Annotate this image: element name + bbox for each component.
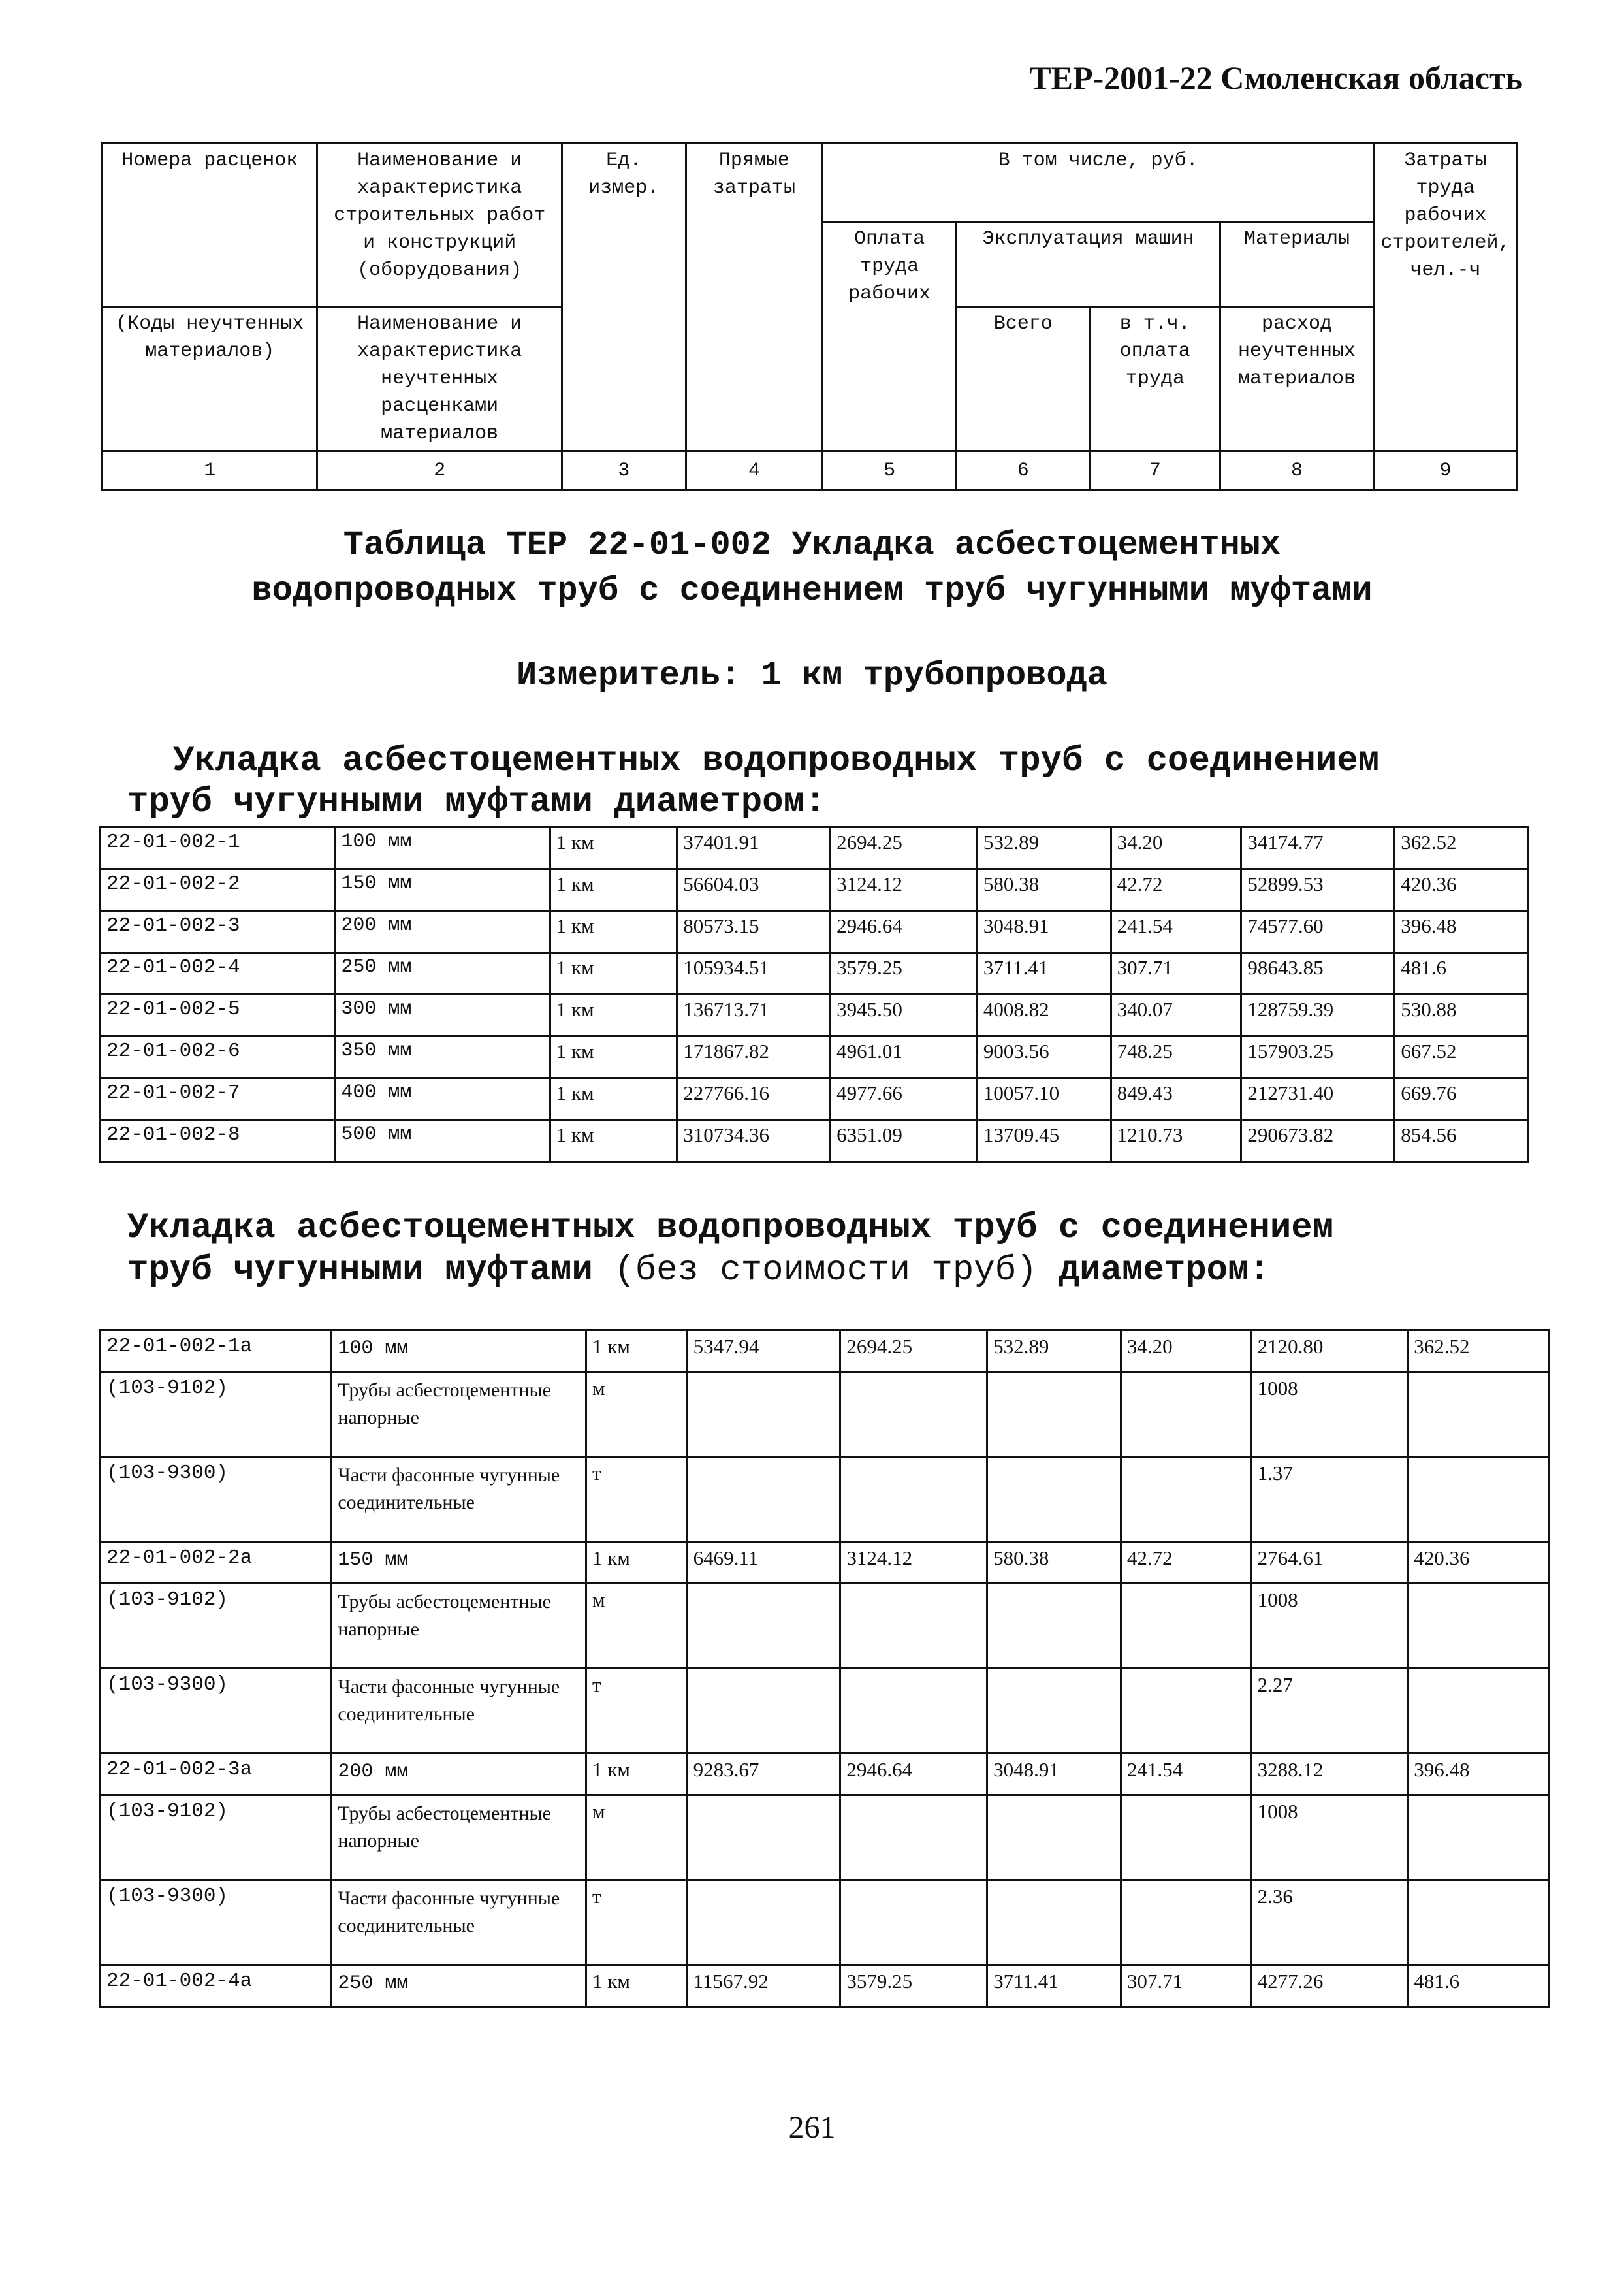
section2-heading: Укладка асбестоцементных водопроводных труб с соединением bbox=[127, 1208, 1334, 1248]
cell-unit: 1 км bbox=[550, 953, 677, 995]
table-row bbox=[101, 1965, 1550, 2007]
cell-hours: 854.56 bbox=[1395, 1120, 1529, 1162]
cell-hours: 667.52 bbox=[1395, 1036, 1529, 1078]
cell-machines bbox=[987, 1457, 1121, 1542]
cell-code: (103-9300) bbox=[101, 1880, 332, 1965]
cell-mach-labor: 849.43 bbox=[1111, 1078, 1241, 1120]
cell-mach-labor: 42.72 bbox=[1111, 869, 1241, 911]
cell-materials: 1.37 bbox=[1251, 1457, 1408, 1542]
table-row bbox=[101, 911, 1529, 953]
cell-code: 22-01-002-5 bbox=[101, 995, 335, 1036]
header-col6: Всего bbox=[956, 307, 1090, 451]
header-col7: в т.ч. оплата труда bbox=[1090, 307, 1220, 451]
cell-code: (103-9102) bbox=[101, 1372, 332, 1457]
cell-mach-labor: 34.20 bbox=[1121, 1330, 1251, 1372]
cell-materials: 2.36 bbox=[1251, 1880, 1408, 1965]
table-row bbox=[101, 1120, 1529, 1162]
col-number: 1 bbox=[103, 451, 317, 490]
header-col1-top: Номера расценок bbox=[103, 144, 317, 307]
cell-labor: 3945.50 bbox=[831, 995, 978, 1036]
cell-direct: 105934.51 bbox=[677, 953, 831, 995]
cell-labor bbox=[840, 1880, 987, 1965]
cell-direct: 227766.16 bbox=[677, 1078, 831, 1120]
cell-name: 100 мм bbox=[332, 1330, 586, 1372]
cell-name: Части фасонные чугунные соединительные bbox=[332, 1457, 586, 1542]
cell-machines: 4008.82 bbox=[977, 995, 1111, 1036]
cell-labor: 2694.25 bbox=[831, 827, 978, 869]
section2-heading-part1: труб чугунными муфтами bbox=[127, 1251, 593, 1291]
cell-hours: 396.48 bbox=[1408, 1754, 1550, 1795]
cell-labor: 3579.25 bbox=[840, 1965, 987, 2007]
cell-hours: 420.36 bbox=[1395, 869, 1529, 911]
cell-direct bbox=[687, 1795, 840, 1880]
cell-direct bbox=[687, 1584, 840, 1669]
cell-labor bbox=[840, 1457, 987, 1542]
section1-heading-cont: труб чугунными муфтами диаметром: bbox=[127, 782, 826, 822]
cell-direct: 9283.67 bbox=[687, 1754, 840, 1795]
cell-code: 22-01-002-1а bbox=[101, 1330, 332, 1372]
header-group-machines: Эксплуатация машин bbox=[956, 222, 1220, 307]
cell-code: 22-01-002-6 bbox=[101, 1036, 335, 1078]
cell-code: 22-01-002-4 bbox=[101, 953, 335, 995]
cell-mach-labor bbox=[1121, 1795, 1251, 1880]
table-row bbox=[101, 1036, 1529, 1078]
col-number: 4 bbox=[686, 451, 823, 490]
cell-name: 150 мм bbox=[332, 1542, 586, 1584]
cell-labor: 6351.09 bbox=[831, 1120, 978, 1162]
cell-materials: 1008 bbox=[1251, 1795, 1408, 1880]
cell-materials: 2764.61 bbox=[1251, 1542, 1408, 1584]
cell-unit: м bbox=[586, 1795, 687, 1880]
table-title-line1: Таблица ТЕР 22-01-002 Укладка асбестоцементных bbox=[343, 526, 1281, 564]
cell-code: (103-9102) bbox=[101, 1795, 332, 1880]
col-number: 7 bbox=[1090, 451, 1220, 490]
cell-hours bbox=[1408, 1880, 1550, 1965]
cell-hours bbox=[1408, 1457, 1550, 1542]
header-col9: Затраты труда рабочих строителей, чел.-ч bbox=[1373, 144, 1517, 451]
cell-unit: 1 км bbox=[550, 869, 677, 911]
table-row bbox=[101, 1542, 1550, 1584]
cell-hours: 481.6 bbox=[1395, 953, 1529, 995]
cell-machines: 532.89 bbox=[977, 827, 1111, 869]
table-row bbox=[101, 869, 1529, 911]
cell-name: 250 мм bbox=[332, 1965, 586, 2007]
cell-materials: 34174.77 bbox=[1241, 827, 1395, 869]
table-row bbox=[101, 1078, 1529, 1120]
cell-hours bbox=[1408, 1584, 1550, 1669]
cell-code: 22-01-002-7 bbox=[101, 1078, 335, 1120]
table-row bbox=[101, 1457, 1550, 1542]
table-row bbox=[101, 995, 1529, 1036]
cell-unit: м bbox=[586, 1584, 687, 1669]
cell-hours: 362.52 bbox=[1395, 827, 1529, 869]
cell-hours: 396.48 bbox=[1395, 911, 1529, 953]
cell-code: 22-01-002-2 bbox=[101, 869, 335, 911]
header-col8-top: Материалы bbox=[1220, 222, 1374, 307]
cell-machines bbox=[987, 1584, 1121, 1669]
cell-mach-labor: 340.07 bbox=[1111, 995, 1241, 1036]
header-col4: Прямые затраты bbox=[686, 144, 823, 451]
cell-unit: 1 км bbox=[586, 1754, 687, 1795]
cell-labor: 2946.64 bbox=[831, 911, 978, 953]
cell-unit: 1 км bbox=[550, 911, 677, 953]
cell-direct bbox=[687, 1372, 840, 1457]
cell-direct: 171867.82 bbox=[677, 1036, 831, 1078]
page-number: 261 bbox=[788, 2110, 836, 2145]
cell-mach-labor: 307.71 bbox=[1121, 1965, 1251, 2007]
cell-materials: 98643.85 bbox=[1241, 953, 1395, 995]
header-col5: Оплата труда рабочих bbox=[823, 222, 957, 451]
table-title-line2: водопроводных труб с соединением труб чугунными муфтами bbox=[251, 571, 1373, 610]
cell-unit: 1 км bbox=[586, 1965, 687, 2007]
header-col8-bottom: расход неучтенных материалов bbox=[1220, 307, 1374, 451]
cell-materials: 1008 bbox=[1251, 1584, 1408, 1669]
cell-materials: 4277.26 bbox=[1251, 1965, 1408, 2007]
cell-materials: 212731.40 bbox=[1241, 1078, 1395, 1120]
running-header: ТЕР-2001-22 Смоленская область bbox=[1029, 59, 1523, 96]
cell-mach-labor: 241.54 bbox=[1111, 911, 1241, 953]
cell-direct: 310734.36 bbox=[677, 1120, 831, 1162]
section1-table bbox=[99, 826, 1529, 1163]
col-number: 2 bbox=[317, 451, 562, 490]
cell-machines bbox=[987, 1669, 1121, 1754]
cell-unit: 1 км bbox=[550, 1078, 677, 1120]
header-col2-bottom: Наименование и характеристика неучтенных расценками материалов bbox=[317, 307, 562, 451]
cell-direct: 37401.91 bbox=[677, 827, 831, 869]
cell-mach-labor bbox=[1121, 1372, 1251, 1457]
cell-machines bbox=[987, 1795, 1121, 1880]
table-row bbox=[101, 1880, 1550, 1965]
cell-mach-labor: 307.71 bbox=[1111, 953, 1241, 995]
cell-unit: т bbox=[586, 1880, 687, 1965]
table-row bbox=[101, 953, 1529, 995]
cell-code: (103-9300) bbox=[101, 1669, 332, 1754]
cell-labor: 2694.25 bbox=[840, 1330, 987, 1372]
cell-code: 22-01-002-8 bbox=[101, 1120, 335, 1162]
cell-hours: 669.76 bbox=[1395, 1078, 1529, 1120]
cell-direct bbox=[687, 1880, 840, 1965]
cell-code: 22-01-002-4а bbox=[101, 1965, 332, 2007]
cell-code: (103-9102) bbox=[101, 1584, 332, 1669]
cell-labor bbox=[840, 1372, 987, 1457]
cell-direct: 136713.71 bbox=[677, 995, 831, 1036]
col-number: 6 bbox=[956, 451, 1090, 490]
table-row bbox=[101, 1795, 1550, 1880]
cell-direct bbox=[687, 1457, 840, 1542]
cell-labor: 2946.64 bbox=[840, 1754, 987, 1795]
cell-machines: 13709.45 bbox=[977, 1120, 1111, 1162]
cell-machines bbox=[987, 1372, 1121, 1457]
cell-unit: 1 км bbox=[550, 1120, 677, 1162]
table-row bbox=[101, 1669, 1550, 1754]
cell-machines bbox=[987, 1880, 1121, 1965]
cell-name: 200 мм bbox=[335, 911, 550, 953]
cell-mach-labor bbox=[1121, 1457, 1251, 1542]
cell-name: 200 мм bbox=[332, 1754, 586, 1795]
cell-direct: 6469.11 bbox=[687, 1542, 840, 1584]
cell-materials: 74577.60 bbox=[1241, 911, 1395, 953]
cell-hours bbox=[1408, 1372, 1550, 1457]
cell-unit: м bbox=[586, 1372, 687, 1457]
cell-code: 22-01-002-3 bbox=[101, 911, 335, 953]
cell-mach-labor: 34.20 bbox=[1111, 827, 1241, 869]
cell-name: Части фасонные чугунные соединительные bbox=[332, 1880, 586, 1965]
cell-labor: 3124.12 bbox=[831, 869, 978, 911]
cell-hours: 481.6 bbox=[1408, 1965, 1550, 2007]
cell-hours: 362.52 bbox=[1408, 1330, 1550, 1372]
cell-name: Части фасонные чугунные соединительные bbox=[332, 1669, 586, 1754]
cell-labor bbox=[840, 1584, 987, 1669]
cell-name: Трубы асбестоцементные напорные bbox=[332, 1795, 586, 1880]
cell-mach-labor bbox=[1121, 1669, 1251, 1754]
cell-direct bbox=[687, 1669, 840, 1754]
cell-unit: 1 км bbox=[550, 995, 677, 1036]
header-col2-top: Наименование и характеристика строительных работ и конструкций (оборудования) bbox=[317, 144, 562, 307]
cell-unit: 1 км bbox=[550, 827, 677, 869]
cell-direct: 5347.94 bbox=[687, 1330, 840, 1372]
cell-hours bbox=[1408, 1669, 1550, 1754]
cell-unit: 1 км bbox=[586, 1330, 687, 1372]
cell-name: 500 мм bbox=[335, 1120, 550, 1162]
cell-direct: 11567.92 bbox=[687, 1965, 840, 2007]
cell-direct: 56604.03 bbox=[677, 869, 831, 911]
cell-mach-labor bbox=[1121, 1880, 1251, 1965]
cell-labor: 3579.25 bbox=[831, 953, 978, 995]
section2-heading-cont bbox=[127, 1251, 1270, 1291]
cell-name: 250 мм bbox=[335, 953, 550, 995]
cell-materials: 52899.53 bbox=[1241, 869, 1395, 911]
cell-code: 22-01-002-2а bbox=[101, 1542, 332, 1584]
cell-unit: т bbox=[586, 1457, 687, 1542]
cell-name: 400 мм bbox=[335, 1078, 550, 1120]
cell-materials: 128759.39 bbox=[1241, 995, 1395, 1036]
cell-machines: 3711.41 bbox=[977, 953, 1111, 995]
cell-machines: 532.89 bbox=[987, 1330, 1121, 1372]
cell-materials: 1008 bbox=[1251, 1372, 1408, 1457]
cell-code: (103-9300) bbox=[101, 1457, 332, 1542]
cell-name: Трубы асбестоцементные напорные bbox=[332, 1584, 586, 1669]
cell-mach-labor: 748.25 bbox=[1111, 1036, 1241, 1078]
cell-code: 22-01-002-3а bbox=[101, 1754, 332, 1795]
cell-materials: 3288.12 bbox=[1251, 1754, 1408, 1795]
header-col1-bottom: (Коды неучтенных материалов) bbox=[103, 307, 317, 451]
cell-labor: 4961.01 bbox=[831, 1036, 978, 1078]
cell-mach-labor: 241.54 bbox=[1121, 1754, 1251, 1795]
col-number: 9 bbox=[1373, 451, 1517, 490]
cell-labor: 3124.12 bbox=[840, 1542, 987, 1584]
cell-mach-labor: 42.72 bbox=[1121, 1542, 1251, 1584]
cell-machines: 9003.56 bbox=[977, 1036, 1111, 1078]
col-number: 5 bbox=[823, 451, 957, 490]
cell-unit: т bbox=[586, 1669, 687, 1754]
cell-unit: 1 км bbox=[586, 1542, 687, 1584]
cell-unit: 1 км bbox=[550, 1036, 677, 1078]
cell-materials: 2.27 bbox=[1251, 1669, 1408, 1754]
table-row bbox=[101, 1584, 1550, 1669]
cell-machines: 3048.91 bbox=[987, 1754, 1121, 1795]
section2-table bbox=[99, 1329, 1550, 2008]
cell-materials: 290673.82 bbox=[1241, 1120, 1395, 1162]
cell-name: 350 мм bbox=[335, 1036, 550, 1078]
column-header-table bbox=[101, 142, 1518, 491]
cell-machines: 10057.10 bbox=[977, 1078, 1111, 1120]
cell-name: 150 мм bbox=[335, 869, 550, 911]
cell-name: 100 мм bbox=[335, 827, 550, 869]
cell-direct: 80573.15 bbox=[677, 911, 831, 953]
cell-mach-labor bbox=[1121, 1584, 1251, 1669]
cell-machines: 580.38 bbox=[987, 1542, 1121, 1584]
cell-name: 300 мм bbox=[335, 995, 550, 1036]
cell-hours: 530.88 bbox=[1395, 995, 1529, 1036]
cell-name: Трубы асбестоцементные напорные bbox=[332, 1372, 586, 1457]
measure-unit: Измеритель: 1 км трубопровода bbox=[517, 656, 1107, 695]
cell-hours bbox=[1408, 1795, 1550, 1880]
cell-labor bbox=[840, 1795, 987, 1880]
col-number: 3 bbox=[562, 451, 686, 490]
table-row bbox=[101, 827, 1529, 869]
cell-machines: 3711.41 bbox=[987, 1965, 1121, 2007]
section2-heading-part2: (без стоимости труб) bbox=[614, 1251, 1038, 1291]
cell-machines: 580.38 bbox=[977, 869, 1111, 911]
table-row bbox=[101, 1372, 1550, 1457]
table-row bbox=[101, 1754, 1550, 1795]
cell-machines: 3048.91 bbox=[977, 911, 1111, 953]
cell-hours: 420.36 bbox=[1408, 1542, 1550, 1584]
header-col3: Ед. измер. bbox=[562, 144, 686, 451]
col-number: 8 bbox=[1220, 451, 1374, 490]
section2-heading-part3: диаметром: bbox=[1058, 1251, 1270, 1291]
cell-materials: 157903.25 bbox=[1241, 1036, 1395, 1078]
cell-materials: 2120.80 bbox=[1251, 1330, 1408, 1372]
cell-labor bbox=[840, 1669, 987, 1754]
table-row bbox=[101, 1330, 1550, 1372]
cell-mach-labor: 1210.73 bbox=[1111, 1120, 1241, 1162]
cell-labor: 4977.66 bbox=[831, 1078, 978, 1120]
section1-heading: Укладка асбестоцементных водопроводных труб с соединением bbox=[173, 741, 1380, 781]
cell-code: 22-01-002-1 bbox=[101, 827, 335, 869]
header-group-in-total: В том числе, руб. bbox=[823, 144, 1374, 222]
